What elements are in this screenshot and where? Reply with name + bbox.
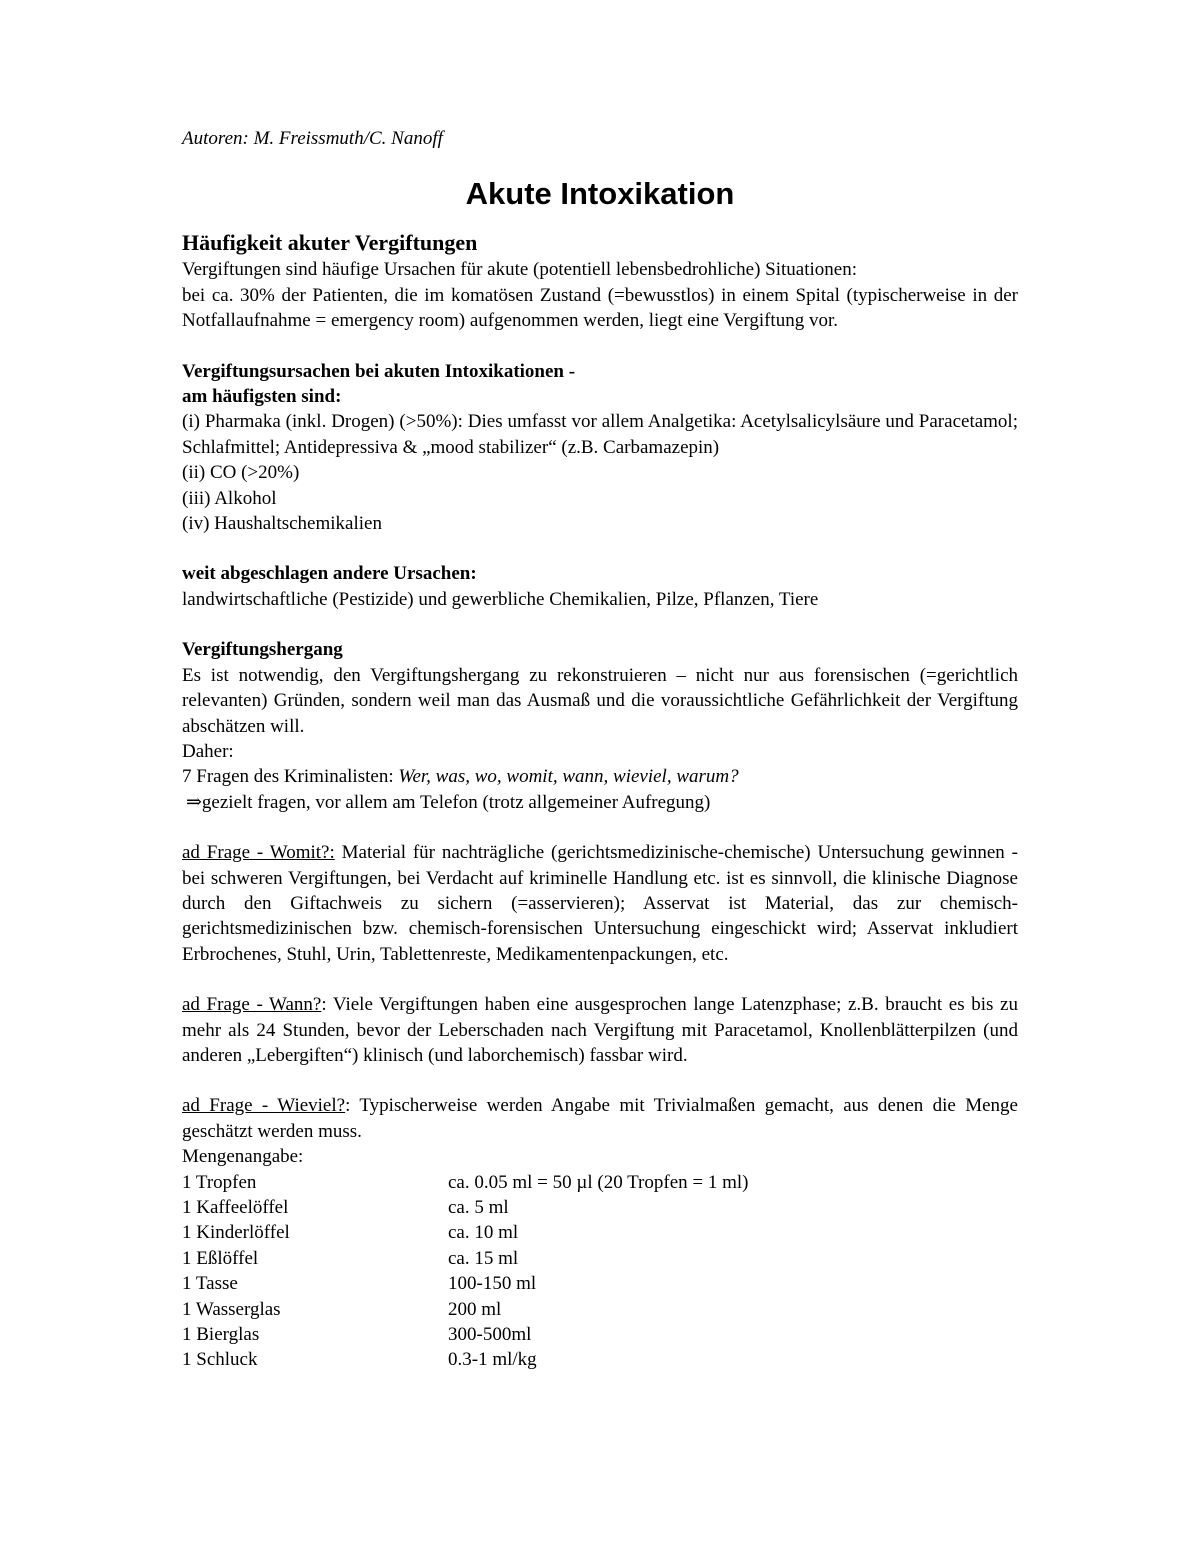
- table-row: [182, 1347, 1018, 1372]
- author-line: Autoren: M. Freissmuth/C. Nanoff: [182, 128, 443, 149]
- table-row: [182, 1170, 1018, 1195]
- questions-list: Wer, was, wo, womit, wann, wieviel, warum?: [398, 766, 739, 788]
- womit-label: ad Frage - Womit?:: [182, 842, 335, 864]
- heading-vergiftungshergang: Vergiftungshergang: [182, 639, 343, 661]
- page-title: Akute Intoxikation: [465, 176, 735, 212]
- measure-value: ca. 15 ml: [448, 1247, 519, 1269]
- document-page: [182, 126, 1018, 1373]
- intro-paragraph: bei ca. 30% der Patienten, die im komatösen Zustand (=bewusstlos) in einem Spital (typischerweise in der Notfallaufnahme = emergency room) aufgenommen werden, liegt eine Vergiftung vor.: [182, 284, 1018, 332]
- wann-label: ad Frage - Wann?: [182, 994, 322, 1016]
- measure-name: 1 Bierglas: [182, 1324, 260, 1346]
- womit-paragraph: [182, 840, 1018, 967]
- table-row: [182, 1195, 1018, 1220]
- daher-line: Daher:: [182, 740, 234, 762]
- table-row: [182, 1271, 1018, 1296]
- heading-ursachen: Vergiftungsursachen bei akuten Intoxikationen -: [182, 360, 576, 382]
- measure-name: 1 Eßlöffel: [182, 1247, 259, 1269]
- cause-item-3: (iii) Alkohol: [182, 487, 277, 509]
- measure-value: ca. 10 ml: [448, 1222, 519, 1244]
- heading-andere-ursachen: weit abgeschlagen andere Ursachen:: [182, 563, 477, 585]
- mengenangabe-label: Mengenangabe:: [182, 1146, 304, 1168]
- measure-name: 1 Kinderlöffel: [182, 1222, 290, 1244]
- cause-item-2: (ii) CO (>20%): [182, 462, 300, 484]
- table-row: [182, 1322, 1018, 1347]
- measure-value: 100-150 ml: [448, 1273, 537, 1295]
- implies-arrow-icon: ⇒: [186, 791, 202, 813]
- measure-name: 1 Wasserglas: [182, 1298, 281, 1320]
- wieviel-text: : Typischerweise werden Angabe mit Trivialmaßen gemacht, aus denen die Menge geschätzt werden muss.: [182, 1095, 1018, 1142]
- wann-text: : Viele Vergiftungen haben eine ausgesprochen lange Latenzphase; z.B. braucht es bis zu mehr als 24 Stunden, bevor der Leberschaden nach Vergiftung mit Paracetamol, Knollenblätterpilzen (und anderen „Lebergiften“) klinisch (und laborchemisch) fassbar wird.: [182, 994, 1018, 1066]
- measure-name: 1 Kaffeelöffel: [182, 1197, 289, 1218]
- measure-name: 1 Tropfen: [182, 1171, 257, 1193]
- mengen-table: [182, 1170, 1018, 1373]
- measure-name: 1 Tasse: [182, 1273, 238, 1295]
- heading-haeufigsten: am häufigsten sind:: [182, 386, 342, 408]
- table-row: [182, 1220, 1018, 1245]
- measure-name: 1 Schluck: [182, 1349, 258, 1371]
- measure-value: 300-500ml: [448, 1324, 532, 1346]
- heading-haeufigkeit: Häufigkeit akuter Vergiftungen: [182, 230, 478, 256]
- hergang-paragraph: Es ist notwendig, den Vergiftungshergang zu rekonstruieren – nicht nur aus forensischen (=gerichtlich relevanten) Gründen, sondern weil man das Ausmaß und die voraussichtliche Gefährlichkeit der Vergiftung abschätzen will.: [182, 664, 1018, 737]
- womit-text: Material für nachträgliche (gerichtsmedizinische-chemische) Untersuchung gewinnen - bei schweren Vergiftungen, bei Verdacht auf kriminelle Handlung etc. ist es sinnvoll, die klinische Diagnose durch den Giftachweis zu sichern (=asservieren); Asservat ist Material, das zur chemisch-gerichtsmedizinischen bzw. chemisch-forensischen Untersuchung eingeschickt wird; Asservat inkludiert Erbrochenes, Stuhl, Urin, Tablettenreste, Medikamentenpackungen, etc.: [182, 842, 1018, 965]
- measure-value: ca. 0.05 ml = 50 µl (20 Tropfen = 1 ml): [448, 1171, 749, 1193]
- questions-line: [182, 764, 1018, 789]
- measure-value: ca. 5 ml: [448, 1197, 509, 1218]
- table-row: [182, 1246, 1018, 1271]
- arrow-text: gezielt fragen, vor allem am Telefon (trotz allgemeiner Aufregung): [201, 791, 711, 813]
- intro-line: Vergiftungen sind häufige Ursachen für akute (potentiell lebensbedrohliche) Situationen:: [182, 259, 858, 281]
- measure-value: 0.3-1 ml/kg: [448, 1349, 537, 1371]
- measure-value: 200 ml: [448, 1298, 502, 1320]
- cause-item-1: (i) Pharmaka (inkl. Drogen) (>50%): Dies umfasst vor allem Analgetika: Acetylsalicylsäure und Paracetamol; Schlafmittel; Antidepressiva & „mood stabilizer“ (z.B. Carbamazepin): [182, 411, 1018, 458]
- cause-item-4: (iv) Haushaltschemikalien: [182, 513, 382, 535]
- table-row: [182, 1297, 1018, 1322]
- arrow-line: [182, 790, 1018, 815]
- wann-paragraph: [182, 992, 1018, 1068]
- other-causes-text: landwirtschaftliche (Pestizide) und gewerbliche Chemikalien, Pilze, Pflanzen, Tiere: [182, 588, 819, 610]
- wieviel-paragraph: [182, 1093, 1018, 1144]
- wieviel-label: ad Frage - Wieviel?: [182, 1095, 346, 1117]
- questions-prefix: 7 Fragen des Kriminalisten:: [182, 766, 399, 788]
